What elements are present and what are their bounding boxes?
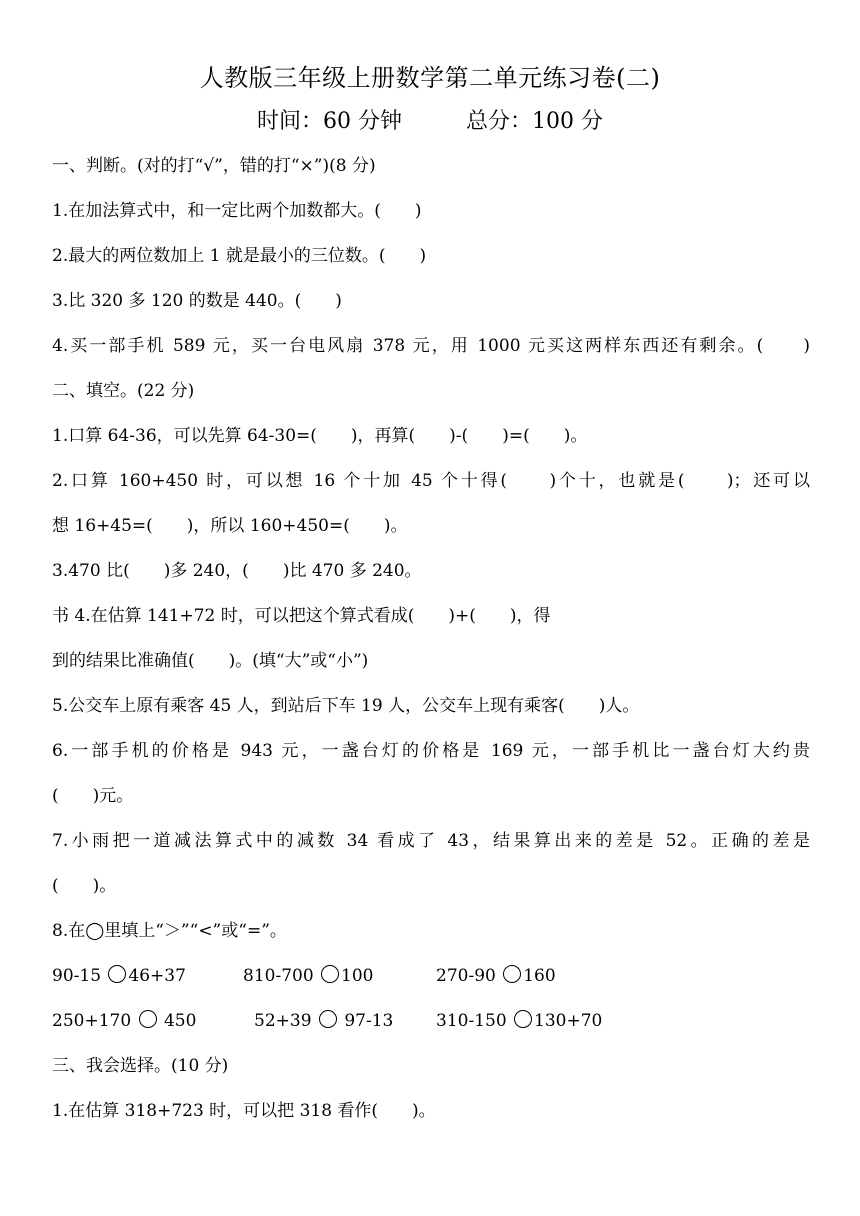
question-2-2: 2.口算 160+450 时，可以想 16 个十加 45 个十得( )个十，也就是( )；还可以 — [52, 471, 810, 491]
circle-blank[interactable] — [139, 1010, 157, 1028]
question-2-6-cont: ( )元。 — [52, 786, 134, 806]
question-2-6: 6.一部手机的价格是 943 元，一盏台灯的价格是 169 元，一部手机比一盏台灯大约贵 — [52, 741, 810, 761]
question-1-3: 3.比 320 多 120 的数是 440。( ) — [52, 291, 342, 311]
question-1-1: 1.在加法算式中，和一定比两个加数都大。( ) — [52, 201, 422, 221]
comparison-item: 90-15 46+37 — [52, 966, 186, 986]
question-2-8: 8.在◯里填上“＞”“<”或“=”。 — [52, 921, 287, 941]
question-2-1: 1.口算 64-36，可以先算 64-30=( )，再算( )-( )=( )。 — [52, 426, 588, 446]
time-limit: 时间：60 分钟 — [257, 109, 402, 134]
comparison-item: 310-150 130+70 — [436, 1011, 603, 1031]
question-2-4: 书 4.在估算 141+72 时，可以把这个算式看成( )+( )，得 — [52, 606, 551, 626]
question-2-2-cont: 想 16+45=( )，所以 160+450=( )。 — [52, 516, 408, 536]
comparison-item: 52+39 97-13 — [254, 1011, 394, 1031]
question-2-4-cont: 到的结果比准确值( )。(填“大”或“小”) — [52, 651, 369, 671]
worksheet-title: 人教版三年级上册数学第二单元练习卷(二) — [199, 64, 661, 92]
section-1-heading: 一、判断。(对的打“√”，错的打“×”)(8 分) — [52, 156, 376, 176]
worksheet-subtitle — [0, 104, 860, 135]
section-2-heading: 二、填空。(22 分) — [52, 381, 195, 401]
section-3-heading: 三、我会选择。(10 分) — [52, 1056, 229, 1076]
circle-blank[interactable] — [514, 1010, 532, 1028]
question-3-1: 1.在估算 318+723 时，可以把 318 看作( )。 — [52, 1101, 436, 1121]
question-2-5: 5.公交车上原有乘客 45 人，到站后下车 19 人，公交车上现有乘客( )人。 — [52, 696, 640, 716]
question-2-7-cont: ( )。 — [52, 876, 117, 896]
circle-blank[interactable] — [321, 965, 339, 983]
circle-blank[interactable] — [108, 965, 126, 983]
question-2-3: 3.470 比( )多 240，( )比 470 多 240。 — [52, 561, 422, 581]
comparison-item: 250+170 450 — [52, 1011, 197, 1031]
circle-blank[interactable] — [319, 1010, 337, 1028]
total-score: 总分：100 分 — [466, 109, 603, 134]
comparison-item: 270-90 160 — [436, 966, 556, 986]
question-1-4: 4.买一部手机 589 元，买一台电风扇 378 元，用 1000 元买这两样东西还有剩余。( ) — [52, 336, 810, 356]
circle-blank[interactable] — [503, 965, 521, 983]
question-2-7: 7.小雨把一道减法算式中的减数 34 看成了 43，结果算出来的差是 52。正确的差是 — [52, 831, 810, 851]
comparison-item: 810-700 100 — [243, 966, 374, 986]
question-1-2: 2.最大的两位数加上 1 就是最小的三位数。( ) — [52, 246, 427, 266]
